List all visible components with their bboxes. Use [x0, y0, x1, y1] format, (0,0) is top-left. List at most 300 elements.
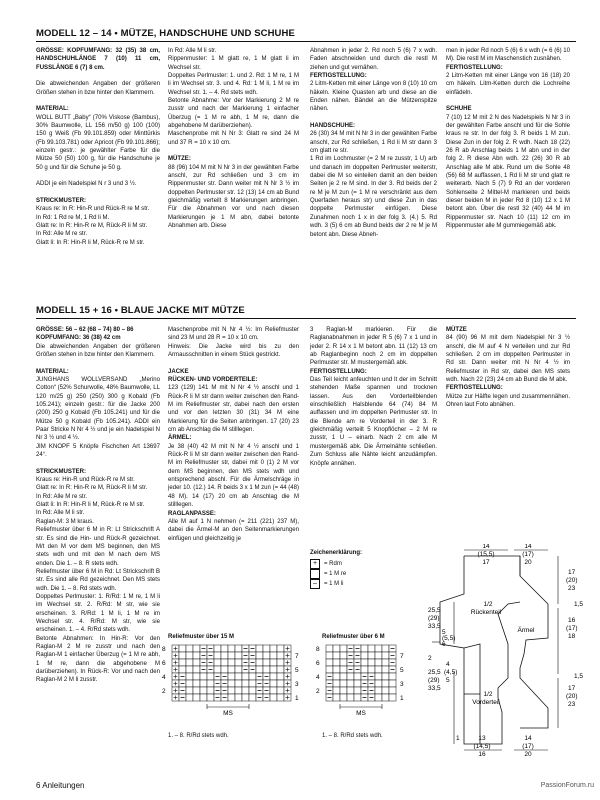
chart-cell: [200, 652, 207, 659]
subheading: FERTIGSTELLUNG:: [310, 368, 367, 375]
chart-cell: [347, 645, 354, 652]
chart-cell: [389, 694, 396, 701]
chart-cell: [263, 694, 270, 701]
chart-cell: [228, 687, 235, 694]
chart-cell: [340, 645, 347, 652]
paragraph: 1 Rd im Lochmuster (= 2 M re zusstr, 1 U) arb und danach im doppelten Perlmuster weiterstr, dabei die M so einteilen damit an den beiden Seiten je 2 re M sind. In der 3. Rd beids der 2 re M je M zun (= 1 M re verschränkt aus dem Querfaden heraus str) und diese Zun in das doppelte Perlmuster einfügen. Diese Zunahmen noch 1 x in der folg 3. (4.) 5. Rd wdh. 3 (5) 6 cm ab Bund beids der 2 re M je M betont abn. Diese Abneh-: [310, 156, 437, 238]
chart-cell: [179, 659, 186, 666]
chart-cell: [277, 659, 284, 666]
chart-cell: [333, 680, 340, 687]
dim-right-top: 17: [568, 569, 576, 576]
dim-left-side: 25,5: [428, 607, 441, 614]
subheading: SCHUHE: [446, 106, 472, 113]
subheading: MATERIAL:: [36, 368, 69, 375]
dim-right-low: 17: [568, 685, 576, 692]
chart-cell: [354, 666, 361, 673]
dim-top-back: 17: [482, 559, 490, 566]
text-column-2-section-2: [168, 326, 299, 551]
paragraph: Glatt re: In R: Hin-R re M, Rück-R li M str.: [36, 485, 148, 492]
dim-left-low: 33,5: [428, 685, 441, 692]
paragraph: Rippenmuster: 1 M glatt re, 1 M glatt li im Wechsel str.: [168, 56, 299, 71]
chart-cell: [340, 673, 347, 680]
paragraph: In Rd: Alle M re str.: [36, 231, 88, 238]
subheading: ÄRMEL:: [168, 435, 192, 442]
paragraph: 88 (96) 104 M mit N Nr 3 in der gewählten Farbe anschl, zur Rd schließen und 3 cm im Rippenmuster str. Dann weiter mit N Nr 3 ½ im doppelten Perlmuster str. 12 (13) 14 cm ab Bund gleichmäßig verteilt 8 Markierungen anbringen. Für die Abnahmen vor und nach diesen Markierungen je 1 M abn, dabei betonte Abnahmen arb. Diese: [168, 164, 299, 230]
chart-cell: [368, 673, 375, 680]
text-column-3-section-1: [310, 47, 437, 247]
paragraph: Doppeltes Perlmuster: 1. R/Rd: 1 M re, 1 M li im Wechsel str. 2. R/Rd: M str, wie sie erscheinen. 3. R/Rd: 1 M li, 1 M re im Wechsel str. 4. R/Rd: M str, wie sie erscheinen. 1. – 4. R/Rd stets wdh.: [36, 593, 160, 634]
chart-cell: [207, 694, 214, 701]
paragraph: Mütze zur Hälfte legen und zusammennähen. Ohren laut Foto abnähen.: [446, 393, 570, 409]
dim-right-top: (20): [566, 577, 578, 584]
chart-cell: [172, 666, 179, 673]
chart-cell: [242, 652, 249, 659]
chart-cell: [340, 652, 347, 659]
chart-cell: [193, 652, 200, 659]
back-label: Rückenteil: [470, 609, 502, 616]
chart-cell: [326, 645, 333, 652]
chart-cell: [179, 680, 186, 687]
dim-left-mid: 5: [442, 629, 446, 636]
chart-cell: [172, 673, 179, 680]
chart-cell: [277, 666, 284, 673]
chart-cell: [326, 680, 333, 687]
chart-cell: [389, 645, 396, 652]
chart-cell: [340, 694, 347, 701]
chart-cell: [382, 645, 389, 652]
chart-cell: [382, 652, 389, 659]
chart-cell: [347, 652, 354, 659]
paragraph: Glatt li: In R: Hin-R li M, Rück-R re M str.: [36, 502, 145, 509]
chart-cell: [340, 687, 347, 694]
chart-cell: [235, 659, 242, 666]
chart-cell: [249, 673, 256, 680]
chart-cell: [389, 673, 396, 680]
paragraph: Maschenprobe mit N Nr 4 ½: Im Reliefmuster sind 23 M und 28 R = 10 x 10 cm.: [168, 327, 299, 342]
chart-cell: [256, 687, 263, 694]
dim-bottom-left: 13: [478, 735, 486, 742]
chart-cell: [228, 694, 235, 701]
paragraph: men in jeder Rd noch 5 (6) 6 x wdh (= 6 (6) 10 M). Die restl M im Maschenstich zusnähen.: [446, 48, 570, 63]
front-label: 1/2: [483, 691, 493, 698]
dim-left-side: (29): [428, 615, 440, 622]
row-number: 3: [400, 681, 404, 688]
row-number: 7: [295, 653, 299, 660]
chart-cell: [249, 666, 256, 673]
chart-cell: [235, 666, 242, 673]
purl-stitch-symbol: –: [310, 579, 320, 589]
chart-cell: [382, 680, 389, 687]
chart-cell: [347, 694, 354, 701]
text-column-2-section-1: [168, 47, 299, 239]
chart-cell: [389, 680, 396, 687]
chart-cell: [277, 680, 284, 687]
chart-cell: [228, 680, 235, 687]
row-number: 1: [295, 695, 299, 702]
paragraph: 2 Litm-Ketten mit einer Länge von 16 (18) 20 cm häkeln. Litm-Ketten durch die Lochreihe einfädeln.: [446, 73, 570, 96]
chart-cell: [186, 659, 193, 666]
paragraph: Reliefmuster über 6 M in Rd: Lt Strickschrift B str. Es sind alle Rd gezeichnet. Den MS stets wdh. Die 1. – 8. Rd stets wdh.: [36, 568, 160, 592]
dim-left-side: 33,5: [428, 623, 441, 630]
dim-top-back: (15,5): [477, 551, 495, 558]
legend-item: [310, 579, 362, 589]
chart-cell: [200, 659, 207, 666]
row-number: 8: [162, 646, 166, 653]
chart-cell: [207, 687, 214, 694]
paragraph: Maschenprobe mit N Nr 3: Glatt re sind 24 M und 37 R = 10 x 10 cm.: [168, 131, 299, 146]
chart-cell: [361, 694, 368, 701]
subheading: FERTIGSTELLUNG:: [446, 385, 503, 392]
chart-cell: [221, 645, 228, 652]
chart-cell: [256, 659, 263, 666]
chart-cell: [242, 687, 249, 694]
chart-cell: [284, 687, 291, 694]
chart-cell: [200, 687, 207, 694]
back-label: 1/2: [483, 601, 493, 608]
paragraph: Reliefmuster über 6 M in R: Lt Strickschrift A str. Es sind die Hin- und Rück-R gezeichnet. M/t den M vor dem MS beginnen, den MS stets wdh und mit den M nach dem MS enden. Die 1. – 8. R stets wdh.: [36, 527, 160, 567]
chart-cell: [214, 673, 221, 680]
chart-cell: [277, 645, 284, 652]
dim-right-mid: (17): [566, 625, 578, 632]
subheading: RAGLANPASSE:: [168, 510, 216, 517]
subheading: MÜTZE: [446, 327, 467, 333]
chart-cell: [193, 694, 200, 701]
chart-b-title: Reliefmuster über 6 M: [322, 634, 385, 640]
paragraph: In Rd: Alle M re str.: [36, 493, 88, 500]
chart-cell: [284, 659, 291, 666]
chart-cell: [389, 659, 396, 666]
paragraph: Abnahmen in jeder 2. Rd noch 5 (6) 7 x wdh. Faden abschneiden und durch die restl M ziehen und gut vernähen.: [310, 48, 437, 71]
page-footer: 6 Anleitungen: [36, 781, 85, 790]
subheading: JACKE: [168, 368, 189, 375]
chart-cell: [200, 645, 207, 652]
chart-a-title: Reliefmuster über 15 M: [168, 634, 235, 640]
chart-cell: [361, 666, 368, 673]
chart-cell: [340, 659, 347, 666]
chart-cell: [270, 687, 277, 694]
chart-cell: [249, 680, 256, 687]
paragraph: 7 (10) 12 M mit 2 N des Nadelspiels N Nr 3 in der gewählten Farbe anschl und für die Sohle kraus re str. In der folg 3. R beids 1 M zun. Diese Zun in der folg 2. R wdh. Nach 18 (22) 26 R ab Anschlag beids 1 M abn und in der folg 2. R diese Abn wdh. 22 (26) 30 R ab Anschlag alle M abk. Rund um die Sohle 48 (56) 68 M auffassen, 1 Rd li M str und glatt re weiterarb. Nach 5 (7) 9 Rd an der vorderen Sohlenseite 2 Mittel-M markieren und beids dieser beiden M in jeder Rd 8 (10) 12 x 1 M betont abn. Über die restl 32 (40) 44 M im Rippenmuster str. Nach 10 (11) 12 cm im Rippenmuster alle M gummiegemäß abk.: [446, 114, 570, 230]
chart-cell: [249, 687, 256, 694]
subheading: FERTIGSTELLUNG:: [446, 64, 503, 71]
chart-cell: [221, 666, 228, 673]
chart-cell: [200, 666, 207, 673]
legend-label: = 1 M re: [324, 571, 347, 577]
chart-cell: [256, 645, 263, 652]
chart-cell: [193, 659, 200, 666]
chart-cell: [179, 645, 186, 652]
dim-top-sleeve: (17): [522, 551, 534, 558]
paragraph: JIM KNOPF 5 Knöpfe Fischchen Art 13697 24°.: [36, 443, 160, 459]
paragraph: Betonte Abnahme: Vor der Markierung 2 M re zusstr und nach der Markierung 1 einfacher Überzug (= 1 M re abh, 1 M re, dann die abgehobene M darüberziehen).: [168, 98, 299, 130]
chart-cell: [172, 659, 179, 666]
chart-cell: [256, 680, 263, 687]
chart-cell: [354, 652, 361, 659]
chart-cell: [277, 687, 284, 694]
chart-cell: [221, 694, 228, 701]
chart-cell: [326, 666, 333, 673]
chart-cell: [186, 666, 193, 673]
chart-cell: [221, 652, 228, 659]
chart-cell: [368, 652, 375, 659]
chart-cell: [361, 673, 368, 680]
repeat-label: MS: [356, 710, 366, 717]
paragraph: In Rd: Alle M li str.: [168, 48, 217, 54]
chart-cell: [193, 680, 200, 687]
dim-bottom-left: 16: [478, 751, 486, 758]
chart-cell: [277, 673, 284, 680]
chart-cell: [235, 652, 242, 659]
legend-item: [310, 559, 362, 569]
chart-cell: [235, 687, 242, 694]
chart-cell: [270, 659, 277, 666]
chart-cell: [284, 666, 291, 673]
chart-cell: [347, 666, 354, 673]
chart-cell: [235, 694, 242, 701]
watermark: PassionForum.ru: [540, 782, 594, 789]
dim-right-low: 23: [568, 701, 576, 708]
chart-cell: [270, 673, 277, 680]
chart-cell: [179, 652, 186, 659]
dim-left-low2: 5: [446, 677, 450, 684]
chart-cell: [186, 673, 193, 680]
chart-cell: [221, 659, 228, 666]
paragraph: JUNGHANS WOLLVERSAND „Merino Cotton“ (52% Schurwolle, 48% Baumwolle, LL 120 m/25 g) 250 (250) 300 g Kobald (Fb 105.241); einzeln gestr.: für die Jacke 200 (200) 250 g Kobald (Fb 105.241) und für die Mütze 50 g Kobald (Fb 105.241). ADDI ein Paar Stricke N Nr 4 ½ und je ein Nadelspiel N Nr 3 ½ und 4 ½.: [36, 377, 160, 442]
chart-cell: [263, 666, 270, 673]
chart-cell: [249, 694, 256, 701]
chart-cell: [375, 652, 382, 659]
paragraph: Je 38 (40) 42 M mit N Nr 4 ½ anschl und 1 Rück-R li M str dann weiter zwischen den Rand-M im Reliefmuster str, dabei mit 0 (1) 2 M vor dem MS beginnen, den MS stets wdh und entsprechend abschl. Für die Ärmelschräge in jeder 10. (12.) 14. R beids 3 x 1 M zun (= 44 (48) 48 M). 14 (17) 20 cm ab Anschlag die M stilllegen.: [168, 443, 299, 509]
chart-cell: [347, 659, 354, 666]
paragraph: Das Teil leicht anfeuchten und lt der im Schnitt stehenden Maße spannen und trocknen lassen. Aus den Vorderteilblenden einschließlich Halsblende 64 (74) 84 M auffassen und im doppelten Perlmuster str. In die Blende am re Vorderteil in der 3. R gleichmäßig verteilt 5 Knopflöcher – 2 M re zusstr, 1 U – einarb. Nach 2 cm alle M mustergemäß abk. Die Ärmelnähte schließen. Zum Schluss alle Nähte leicht anzudämpfen. Knöpfe annähen.: [310, 377, 437, 467]
chart-b-note: 1. – 8. R/Rd stets wdh.: [322, 733, 383, 739]
row-number: 5: [295, 667, 299, 674]
legend-item: [310, 569, 362, 579]
chart-cell: [284, 694, 291, 701]
chart-cell: [186, 694, 193, 701]
chart-cell: [389, 666, 396, 673]
dim-top-sleeve: 14: [524, 544, 532, 550]
chart-cell: [207, 652, 214, 659]
text-column-3-section-2: [310, 326, 437, 476]
chart-cell: [347, 680, 354, 687]
text-column-4-section-2: [446, 326, 570, 418]
garment-schematic: [428, 544, 588, 759]
chart-cell: [270, 666, 277, 673]
paragraph: In Rd: 1 Rd re M, 1 Rd li M.: [36, 214, 110, 221]
paragraph: Glatt li: In R: Hin-R li M, Rück-R re M str.: [36, 239, 145, 246]
chart-cell: [382, 694, 389, 701]
paragraph: WOLL BUTT „Baby“ (70% Viskose (Bambus), 30% Baumwolle, LL 156 m/50 g) 100 (100) 150 g Weiß (Fb 99.101.859) oder Minttürkis (Fb 99.103.781) oder Apricot (Fb 99.101.866); einzeln gestr.: je gewählter Farbe für die Mütze 50 (50) 100 g, für die Handschuhe je 50 g und für die Schuhe je 50 g.: [36, 114, 160, 171]
subheading: RÜCKEN- UND VORDERTEILE:: [168, 377, 258, 384]
chart-cell: [221, 680, 228, 687]
chart-cell: [284, 673, 291, 680]
repeat-label: MS: [223, 710, 233, 717]
chart-cell: [193, 666, 200, 673]
chart-cell: [214, 694, 221, 701]
chart-cell: [207, 645, 214, 652]
chart-cell: [200, 673, 207, 680]
chart-cell: [228, 673, 235, 680]
paragraph: In Rd: Alle M li str.: [36, 510, 85, 517]
paragraph: Raglan-M: 3 M kraus.: [36, 518, 94, 525]
paragraph: Kraus re: In R: Hin-R und Rück-R re M str.: [36, 206, 150, 213]
chart-cell: [186, 652, 193, 659]
dim-left-low: (29): [428, 677, 440, 684]
dim-left-low: 25,5: [428, 669, 441, 676]
dim-left-low2: 4: [446, 661, 450, 668]
chart-cell: [193, 687, 200, 694]
row-number: 4: [162, 674, 166, 681]
chart-cell: [361, 680, 368, 687]
paragraph: Alle M auf 1 N nehmen (= 211 (221) 237 M), dabei die Ärmel-M an den Seitenmarkierungen einfügen und gleichzeitig je: [168, 518, 299, 542]
chart-cell: [333, 673, 340, 680]
dim-left-mid: (5,5): [442, 635, 456, 642]
chart-cell: [263, 652, 270, 659]
chart-cell: [214, 687, 221, 694]
chart-cell: [214, 666, 221, 673]
section-heading-modell-12-14: MODELL 12 – 14 • MÜTZE, HANDSCHUHE UND SCHUHE: [36, 28, 576, 42]
dim-right-mid: 18: [568, 633, 576, 640]
row-number: 6: [316, 660, 320, 667]
paragraph: GRÖSSE: KOPFUMFANG: 32 (35) 38 cm, HANDSCHUHLÄNGE 7 (10) 11 cm, FUSSLÄNGE 6 (7) 8 cm.: [36, 48, 160, 71]
chart-cell: [375, 673, 382, 680]
chart-cell: [354, 645, 361, 652]
chart-legend: [310, 550, 362, 589]
chart-cell: [249, 652, 256, 659]
row-number: 1: [400, 695, 404, 702]
row-number: 7: [400, 653, 404, 660]
dim-bottom-left: (14,5): [473, 743, 491, 750]
chart-cell: [249, 645, 256, 652]
knit-stitch-symbol: [310, 569, 320, 579]
chart-cell: [179, 687, 186, 694]
text-column-1-section-1: [36, 47, 160, 247]
paragraph: Hinweis: Die Jacke wird bis zu den Armausschnitten in einem Stück gestrickt.: [168, 343, 299, 359]
chart-cell: [354, 673, 361, 680]
chart-cell: [375, 680, 382, 687]
chart-cell: [172, 680, 179, 687]
chart-cell: [368, 687, 375, 694]
chart-cell: [368, 659, 375, 666]
chart-cell: [193, 645, 200, 652]
row-number: 4: [316, 674, 320, 681]
chart-cell: [284, 652, 291, 659]
chart-cell: [256, 666, 263, 673]
paragraph: 84 (90) 96 M mit dem Nadelspiel Nr 3 ½ anschl, die M auf 4 N verteilen und zur Rd schließen. 2 cm im doppelten Perlmuster in Rd str. Dann weiter mit N Nr 4 ½ im Reliefmuster in Rd str, dabei den MS stets wdh. Nach 22 (23) 24 cm ab Bund die M abk.: [446, 335, 570, 384]
chart-cell: [354, 680, 361, 687]
chart-cell: [172, 645, 179, 652]
dim-right-1-5: 1,5: [574, 601, 584, 608]
chart-cell: [242, 694, 249, 701]
chart-cell: [382, 687, 389, 694]
subheading: STRICKMUSTER:: [36, 198, 87, 204]
dim-left-low2: (4,5): [444, 669, 458, 676]
chart-cell: [333, 666, 340, 673]
subheading: STRICKMUSTER:: [36, 468, 87, 475]
paragraph: 26 (30) 34 M mit N Nr 3 in der gewählten Farbe anschl, zur Rd schließen, 1 Rd li M str dann 3 cm glatt re str.: [310, 131, 437, 155]
chart-cell: [186, 687, 193, 694]
dim-bottom-left: 1: [456, 735, 460, 742]
chart-cell: [361, 645, 368, 652]
legend-label: = 1 M li: [324, 581, 344, 587]
chart-cell: [368, 666, 375, 673]
chart-cell: [270, 680, 277, 687]
paragraph: Glatt re: In R: Hin-R re M, Rück-R li M str.: [36, 223, 148, 230]
chart-cell: [354, 694, 361, 701]
chart-cell: [326, 687, 333, 694]
chart-cell: [263, 673, 270, 680]
chart-cell: [228, 659, 235, 666]
subheading: HANDSCHUHE:: [310, 123, 356, 130]
edge-stitch-symbol: +: [310, 559, 320, 569]
chart-cell: [270, 645, 277, 652]
section-heading-modell-15-16: MODELL 15 + 16 • BLAUE JACKE MIT MÜTZE: [36, 305, 576, 319]
dim-bottom-right: 14: [524, 735, 532, 742]
chart-cell: [228, 645, 235, 652]
chart-cell: [326, 694, 333, 701]
text-column-4-section-1: [446, 47, 570, 239]
chart-a-note: 1. – 8. R/Rd stets wdh.: [168, 733, 229, 739]
chart-cell: [207, 673, 214, 680]
legend-label: = Rdm: [324, 561, 342, 567]
chart-cell: [326, 673, 333, 680]
dim-right-low: (20): [566, 693, 578, 700]
chart-cell: [263, 659, 270, 666]
paragraph: Die abweichenden Angaben der größeren Größen stehen in bzw hinter den Klammern.: [36, 81, 160, 96]
chart-cell: [340, 666, 347, 673]
chart-cell: [200, 694, 207, 701]
chart-cell: [242, 680, 249, 687]
chart-cell: [333, 652, 340, 659]
chart-cell: [270, 694, 277, 701]
paragraph: Betonte Abnahmen: In Hin-R: Vor den Raglan-M 2 M re zusstr und nach den Raglan-M 1 einfacher Überzug (= 1 M re abh, 1 M re, dann die abgehobene M darüberziehen). In Rück-R: Vor und nach den Raglan-M 2 M li zusstr.: [36, 635, 160, 684]
chart-cell: [179, 673, 186, 680]
chart-cell: [186, 645, 193, 652]
dim-left-mid: 6: [442, 641, 446, 648]
chart-cell: [235, 673, 242, 680]
subheading: FERTIGSTELLUNG:: [310, 73, 367, 80]
front-label: Vorderteil: [472, 699, 500, 706]
chart-cell: [221, 687, 228, 694]
chart-cell: [382, 659, 389, 666]
stitch-chart-a: [160, 643, 310, 731]
subheading: MATERIAL:: [36, 106, 69, 113]
chart-cell: [382, 673, 389, 680]
chart-cell: [249, 659, 256, 666]
chart-cell: [235, 680, 242, 687]
chart-cell: [263, 687, 270, 694]
chart-cell: [207, 659, 214, 666]
chart-cell: [333, 645, 340, 652]
paragraph: 123 (129) 141 M mit N Nr 4 ½ anschl und 1 Rück-R li M str dann weiter zwischen den Rand-M im Reliefmuster str, dabei nach den ersten und vor den letzten 30 (31) 34 M eine Markierung für die Seiten anbringen. 17 (20) 23 cm ab Anschlag die M stilllegen.: [168, 385, 299, 434]
chart-cell: [361, 687, 368, 694]
chart-cell: [382, 666, 389, 673]
chart-cell: [242, 673, 249, 680]
chart-cell: [284, 680, 291, 687]
dim-bottom-right: (17): [522, 743, 534, 750]
chart-cell: [200, 680, 207, 687]
chart-cell: [340, 680, 347, 687]
chart-cell: [326, 652, 333, 659]
chart-cell: [333, 659, 340, 666]
chart-cell: [242, 659, 249, 666]
chart-cell: [263, 680, 270, 687]
chart-cell: [214, 645, 221, 652]
dim-bottom-right: 20: [524, 751, 532, 758]
chart-cell: [179, 666, 186, 673]
dim-right-top: 23: [568, 585, 576, 592]
